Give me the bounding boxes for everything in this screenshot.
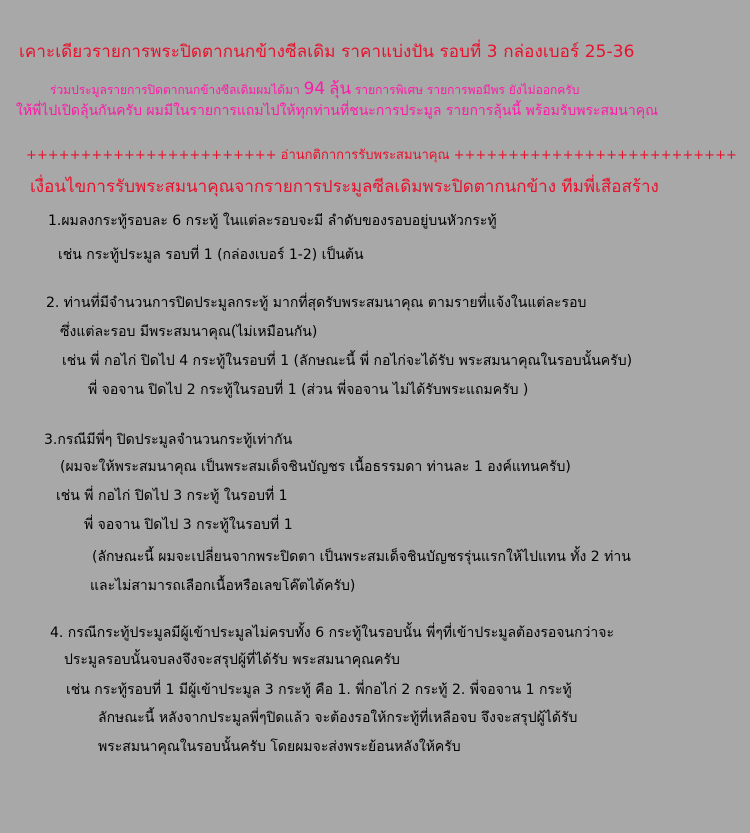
subtitle-line-2: ให้พี่ไปเปิดลุ้นกันครับ ผมมีในรายการแถมไปให้ทุกท่านที่ชนะการประมูล รายการลุ้นนี้ พร้อมรับพระสมนาคุณ bbox=[16, 103, 659, 119]
subtitle-unit: ลุ้น bbox=[329, 79, 352, 99]
rule-4-line-5: พระสมนาคุณในรอบนั้นครับ โดยผมจะส่งพระย้อนหลังให้ครับ bbox=[98, 739, 461, 755]
rule-3-line-3: เช่น พี่ กอไก่ ปิดไป 3 กระทู้ ในรอบที่ 1 bbox=[56, 488, 288, 504]
announcement-title: เคาะเดียวรายการพระปิดตากนกข้างซีลเดิม ราคาแบ่งปัน รอบที่ 3 กล่องเบอร์ 25-36 bbox=[19, 42, 635, 62]
conditions-heading: เงื่อนไขการรับพระสมนาคุณจากรายการประมูลซีลเดิมพระปิดตากนกข้าง ทีมพี่เสือสร้าง bbox=[30, 177, 659, 197]
rule-4-line-3: เช่น กระทู้รอบที่ 1 มีผู้เข้าประมูล 3 กระทู้ คือ 1. พี่กอไก่ 2 กระทู้ 2. พี่จอจาน 1 กระทู้ bbox=[66, 682, 572, 698]
rule-4-line-2: ประมูลรอบนั้นจบลงจึงจะสรุปผู้ที่ได้รับ พระสมนาคุณครับ bbox=[64, 652, 400, 668]
rule-3-line-2: (ผมจะให้พระสมนาคุณ เป็นพระสมเด็จชินบัญชร เนื้อธรรมดา ท่านละ 1 องค์แทนครับ) bbox=[60, 459, 571, 475]
rule-2-line-1: 2. ท่านที่มีจำนวนการปิดประมูลกระทู้ มากที่สุดรับพระสมนาคุณ ตามรายที่แจ้งในแต่ละรอบ bbox=[46, 295, 587, 311]
subtitle-line-1 bbox=[50, 75, 579, 102]
subtitle-suffix: รายการพิเศษ รายการพอมีพร ยังไม่ออกครับ bbox=[354, 83, 580, 97]
separator-rules-heading: +++++++++++++++++++++++ อ่านกติกาการรับพระสมนาคุณ ++++++++++++++++++++++++++ bbox=[26, 148, 737, 163]
rule-4-line-4: ลักษณะนี้ หลังจากประมูลพี่ๆปิดแล้ว จะต้องรอให้กระทู้ที่เหลือจบ จึงจะสรุปผู้ได้รับ bbox=[98, 710, 578, 726]
subtitle-count: 94 bbox=[303, 79, 326, 99]
rule-4-line-1: 4. กรณีกระทู้ประมูลมีผู้เข้าประมูลไม่ครบทั้ง 6 กระทู้ในรอบนั้น พี่ๆที่เข้าประมูลต้องรอจนกว่าจะ bbox=[50, 625, 615, 641]
rule-2-line-3: เช่น พี่ กอไก่ ปิดไป 4 กระทู้ในรอบที่ 1 (ลักษณะนี้ พี่ กอไก่จะได้รับ พระสมนาคุณในรอบนั้นครับ) bbox=[62, 353, 633, 369]
rule-1-line-2: เช่น กระทู้ประมูล รอบที่ 1 (กล่องเบอร์ 1-2) เป็นต้น bbox=[58, 247, 364, 263]
rule-3-line-1: 3.กรณีมีพี่ๆ ปิดประมูลจำนวนกระทู้เท่ากัน bbox=[44, 432, 293, 448]
rule-3-line-5: (ลักษณะนี้ ผมจะเปลี่ยนจากพระปิดตา เป็นพระสมเด็จชินบัญชรรุ่นแรกให้ไปแทน ทั้ง 2 ท่าน bbox=[92, 549, 631, 565]
rule-3-line-6: และไม่สามารถเลือกเนื้อหรือเลขโค๊ตได้ครับ) bbox=[90, 578, 356, 594]
rule-2-line-2: ซึ่งแต่ละรอบ มีพระสมนาคุณ(ไม่เหมือนกัน) bbox=[60, 324, 318, 340]
rule-1-line-1: 1.ผมลงกระทู้รอบละ 6 กระทู้ ในแต่ละรอบจะมี ลำดับของรอบอยู่บนหัวกระทู้ bbox=[48, 213, 497, 229]
rule-3-line-4: พี่ จอจาน ปิดไป 3 กระทู้ในรอบที่ 1 bbox=[84, 517, 293, 533]
subtitle-prefix: ร่วมประมูลรายการปิดตากนกข้างซีลเดิมผมได้มา bbox=[50, 83, 300, 97]
rule-2-line-4: พี่ จอจาน ปิดไป 2 กระทู้ในรอบที่ 1 (ส่วน พี่จอจาน ไม่ได้รับพระแถมครับ ) bbox=[88, 382, 529, 398]
